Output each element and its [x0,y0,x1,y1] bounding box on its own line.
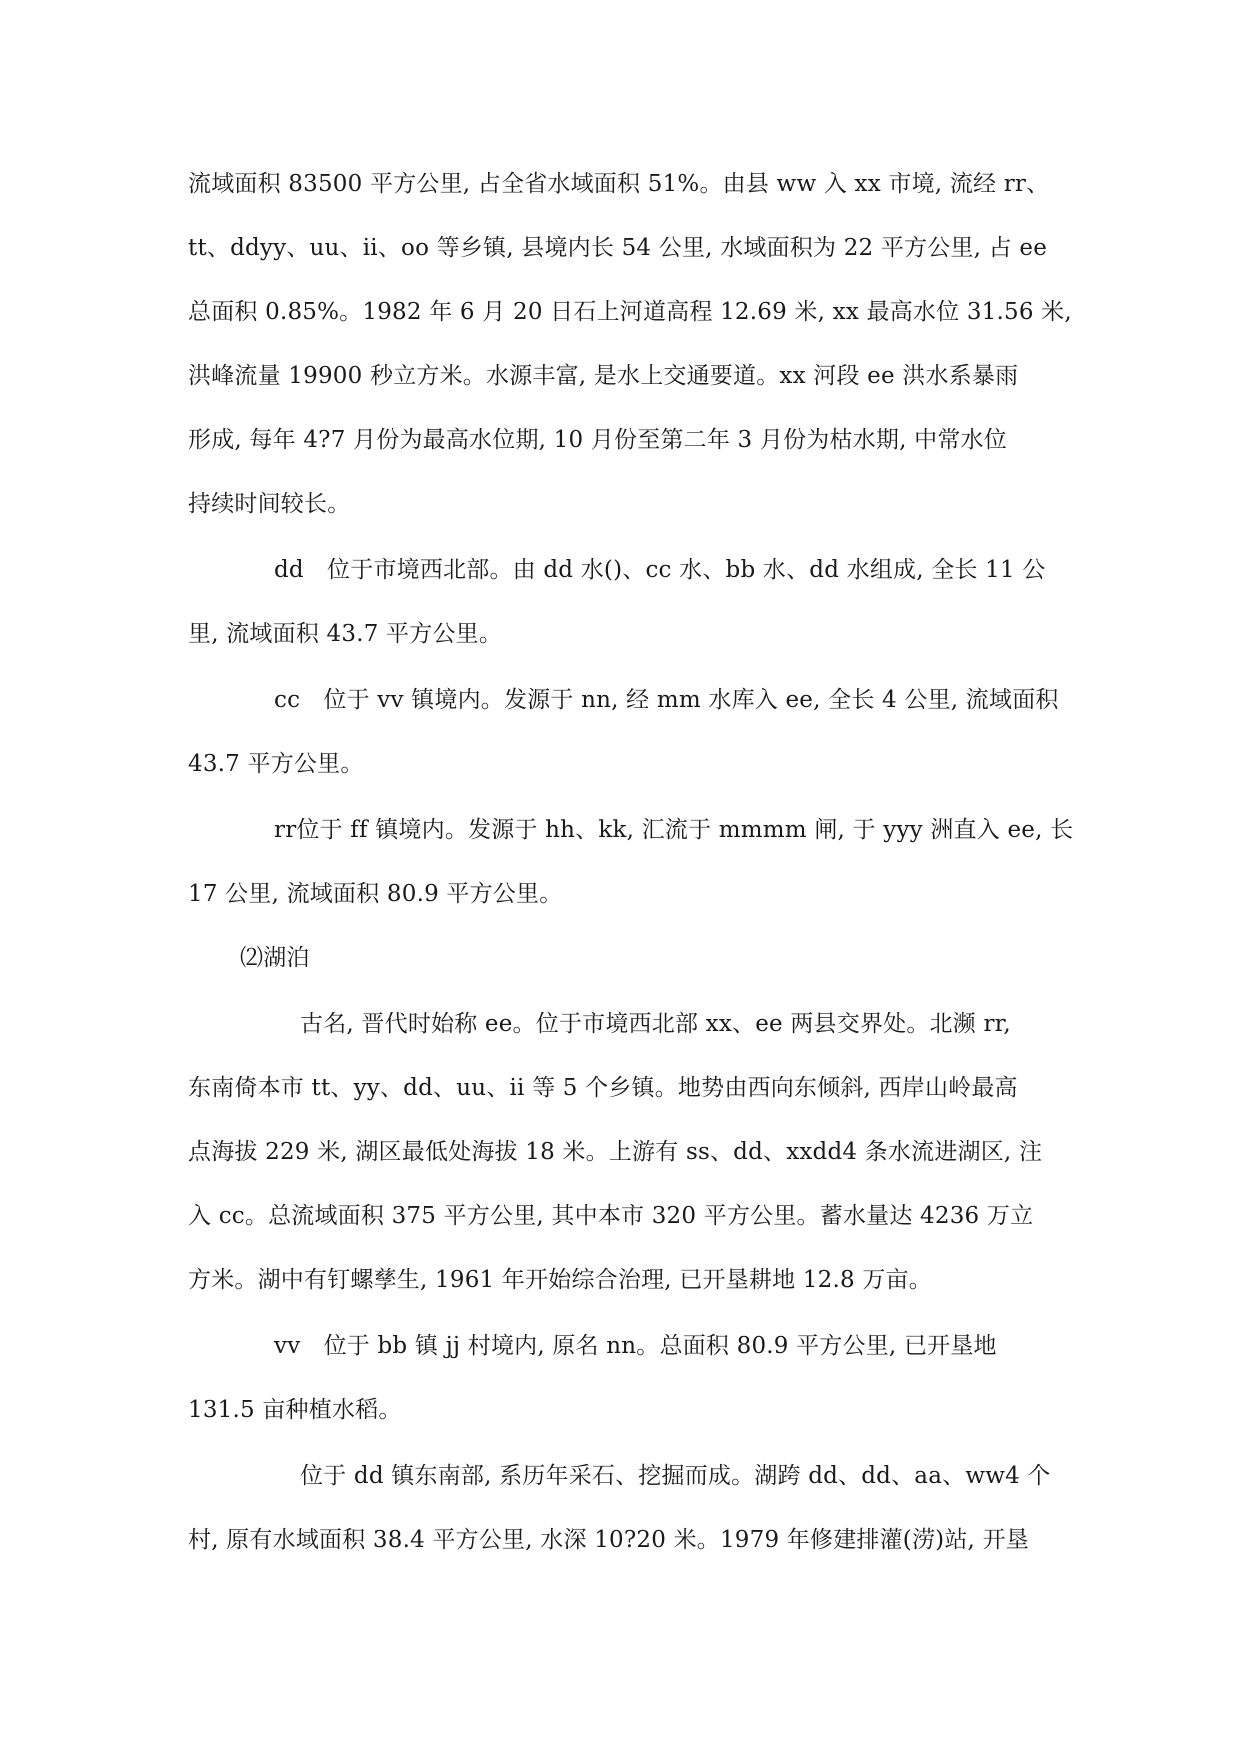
text-line: 方米。湖中有钉螺孳生, 1961 年开始综合治理, 已开垦耕地 12.8 万亩。 [188,1267,932,1293]
text-line: 总面积 0.85%。1982 年 6 月 20 日石上河道高程 12.69 米, xx 最高水位 31.56 米, [188,299,1072,325]
text-line: 131.5 亩种植水稻。 [188,1397,402,1423]
text-line: 入 cc。总流域面积 375 平方公里, 其中本市 320 平方公里。蓄水量达 4236 万立 [188,1203,1034,1229]
text-line: 洪峰流量 19900 秒立方米。水源丰富, 是水上交通要道。xx 河段 ee 洪水系暴雨 [188,363,1019,389]
paragraph-start-line: vv 位于 bb 镇 jj 村境内, 原名 nn。总面积 80.9 平方公里, 已开垦地 [274,1333,997,1359]
paragraph-start-line: dd 位于市境西北部。由 dd 水()、cc 水、bb 水、dd 水组成, 全长 11 公 [274,557,1046,583]
paragraph-start-line: 古名, 晋代时始称 ee。位于市境西北部 xx、ee 两县交界处。北濒 rr, [300,1011,1011,1037]
text-line: 17 公里, 流域面积 80.9 平方公里。 [188,881,563,907]
text-line: 流域面积 83500 平方公里, 占全省水域面积 51%。由县 ww 入 xx 市境, 流经 rr、 [188,171,1050,197]
text-line: 村, 原有水域面积 38.4 平方公里, 水深 10?20 米。1979 年修建排灌(涝)站, 开垦 [188,1527,1029,1553]
text-line: 43.7 平方公里。 [188,751,364,777]
text-line: 持续时间较长。 [188,491,351,517]
text-line: 东南倚本市 tt、yy、dd、uu、ii 等 5 个乡镇。地势由西向东倾斜, 西岸山岭最高 [188,1075,1018,1101]
paragraph-start-line: 位于 dd 镇东南部, 系历年采石、挖掘而成。湖跨 dd、dd、aa、ww4 个 [300,1463,1051,1489]
text-line: 点海拔 229 米, 湖区最低处海拔 18 米。上游有 ss、dd、xxdd4 条水流进湖区, 注 [188,1139,1043,1165]
section-heading: ⑵湖泊 [240,945,310,971]
text-line: tt、ddyy、uu、ii、oo 等乡镇, 县境内长 54 公里, 水域面积为 22 平方公里, 占 ee [188,235,1048,261]
paragraph-start-line: rr位于 ff 镇境内。发源于 hh、kk, 汇流于 mmmm 闸, 于 yyy 洲直入 ee, 长 [274,817,1074,843]
paragraph-start-line: cc 位于 vv 镇境内。发源于 nn, 经 mm 水库入 ee, 全长 4 公里, 流域面积 [274,687,1059,713]
text-line: 形成, 每年 4?7 月份为最高水位期, 10 月份至第二年 3 月份为枯水期, 中常水位 [188,427,1007,453]
text-line: 里, 流域面积 43.7 平方公里。 [188,621,503,647]
